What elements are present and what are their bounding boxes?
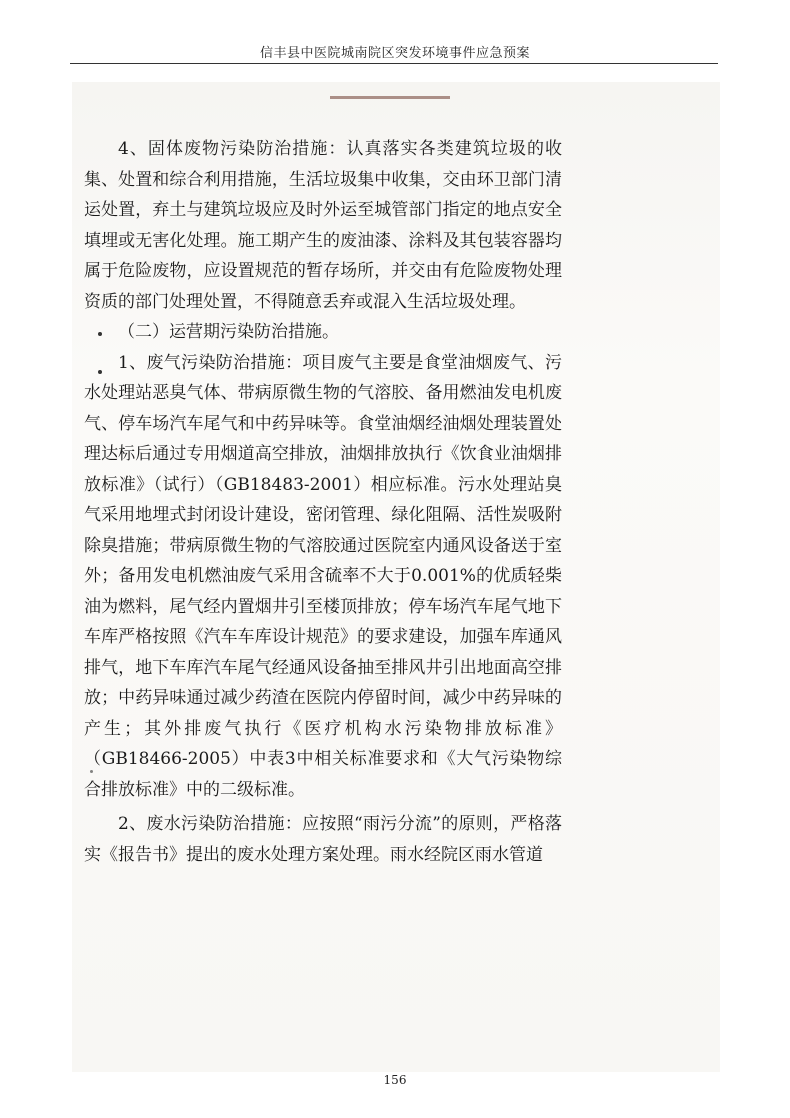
paragraph-solid-waste: 4、固体废物污染防治措施：认真落实各类建筑垃圾的收集、处置和综合利用措施，生活垃圾集中收集，交由环卫部门清运处置，弃土与建筑垃圾应及时外运至城管部门指定的地点安全填埋或无害化处理。施工期产生的废油漆、涂料及其包装容器均属于危险废物，应设置规范的暂存场所，并交由有危险废物处理资质的部门处理处置，不得随意丢弃或混入生活垃圾处理。 — [84, 139, 562, 312]
paragraph-waste-gas: 1、废气污染防治措施：项目废气主要是食堂油烟废气、污水处理站恶臭气体、带病原微生物的气溶胶、备用燃油发电机废气、停车场汽车尾气和中药异味等。食堂油烟经油烟处理装置处理达标后通过专用烟道高空排放，油烟排放执行《饮食业油烟排放标准》（试行）（GB18483-2001）相应标准。污水处理站臭气采用地埋式封闭设计建设，密闭管理、绿化阻隔、活性炭吸附除臭措施；带病原微生物的气溶胶通过医院室内通风设备送于室外；备用发电机燃油废气采用含硫率不大于0.001%的优质轻柴油为燃料，尾气经内置烟井引至楼顶排放；停车场汽车尾气地下车库严格按照《汽车车库设计规范》的要求建设，加强车库通风排气，地下车库汽车尾气经通风设备抽至排风井引出地面高空排放；中药异味通过减少药渣在医院内停留时间，减少中药异味的产生；其外排废气执行《医疗机构水污染物排放标准》（GB18466-2005）中表3中相关标准要求和《大气污染物综合排放标准》中的二级标准。 — [84, 352, 562, 800]
section-heading-operation: （二）运营期污染防治措施。 — [118, 322, 339, 342]
paragraph-waste-water: 2、废水污染防治措施：应按照“雨污分流”的原则，严格落实《报告书》提出的废水处理方案处理。雨水经院区雨水管道 — [84, 814, 562, 865]
page-header-title: 信丰县中医院城南院区突发环境事件应急预案 — [259, 46, 530, 61]
header-divider — [70, 63, 718, 64]
body-text — [84, 134, 562, 870]
scan-top-mark — [330, 96, 450, 99]
page-number: 156 — [383, 1073, 407, 1087]
